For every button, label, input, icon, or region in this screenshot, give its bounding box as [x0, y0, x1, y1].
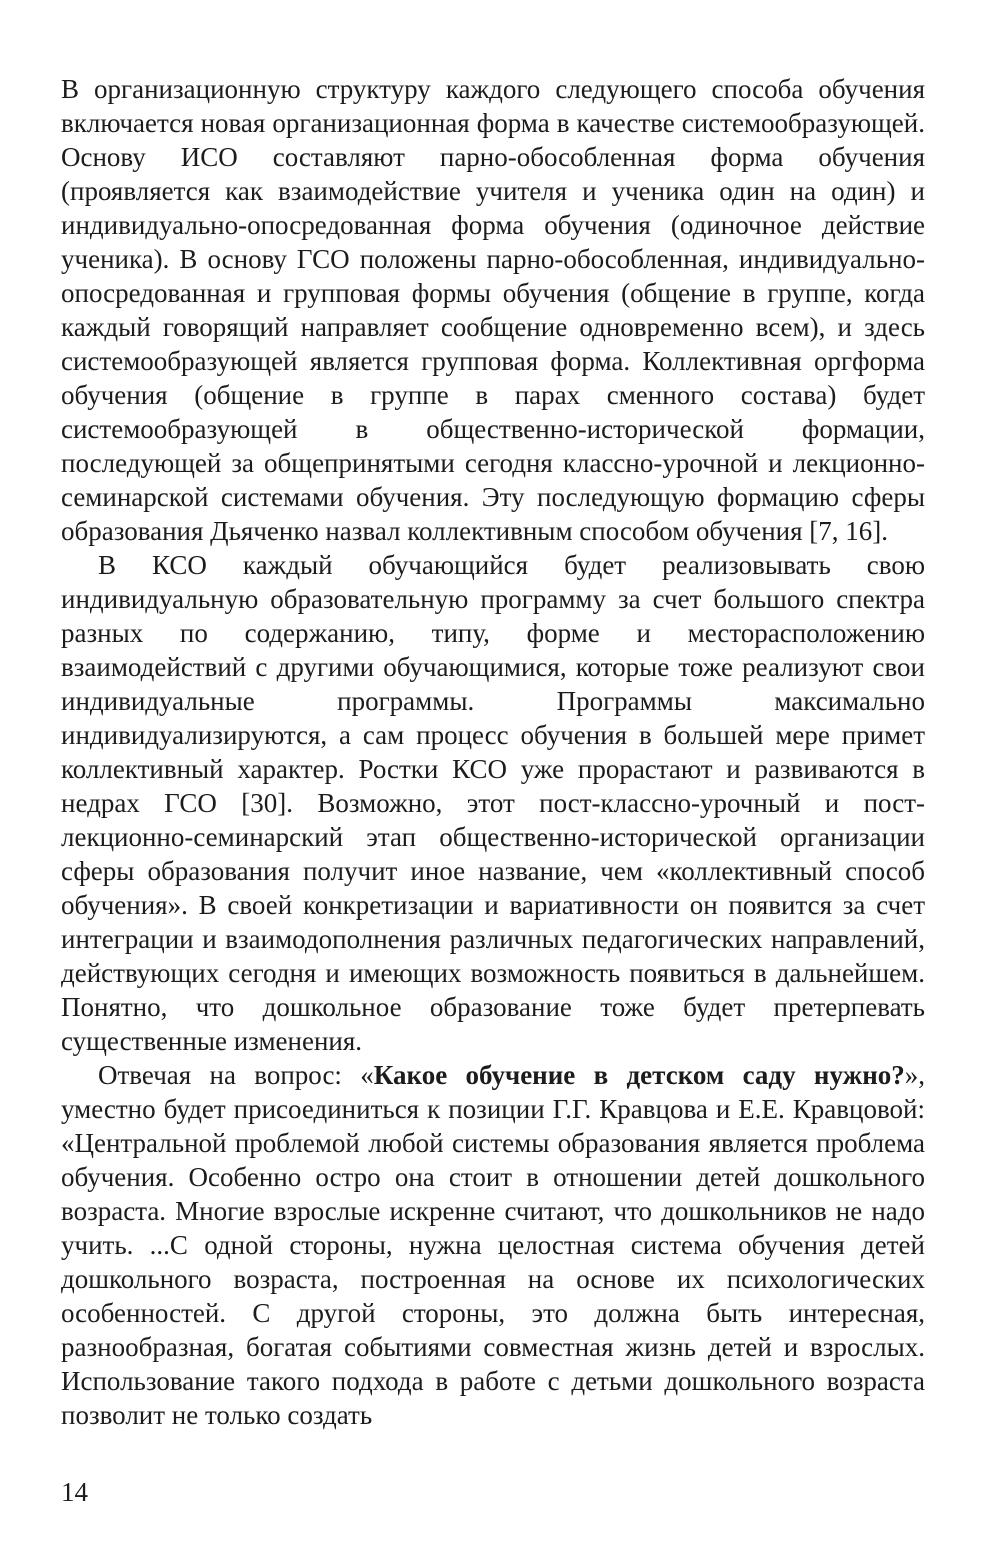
paragraph-1-text: В организационную структуру каждого следующего способа обучения включается новая организационная форма в качестве системообразующей. Основу ИСО составляют парно-обособленная форма обучения (проявляется как взаимодействие учителя и ученика один на один) и индивидуально-опосредованная форма обучения (одиночное действие ученика). В основу ГСО положены парно-обособленная, индивидуально-опосредованная и групповая формы обучения (общение в группе, когда каждый говорящий направляет сообщение одновременно всем), и здесь системообразующей является групповая форма. Коллективная оргформа обучения (общение в группе в парах сменного состава) будет системообразующей в общественно-исторической формации, последующей за общепринятыми сегодня классно-урочной и лекционно-семинарской системами обучения. Эту последующую формацию сферы образования Дьяченко назвал коллективным способом обучения [7, 16]. [61, 74, 925, 546]
paragraph-2 [61, 548, 925, 1058]
paragraph-1 [61, 72, 925, 548]
paragraph-3 [61, 1058, 925, 1432]
paragraph-2-text: В КСО каждый обучающийся будет реализовывать свою индивидуальную образовательную программу за счет большого спектра разных по содержанию, типу, форме и месторасположению взаимодействий с другими обучающимися, которые тоже реализуют свои индивидуальные программы. Программы максимально индивидуализируются, а сам процесс обучения в большей мере примет коллективный характер. Ростки КСО уже прорастают и развиваются в недрах ГСО [30]. Возможно, этот пост-классно-урочный и пост-лекционно-семинарский этап общественно-исторической организации сферы образования получит иное название, чем «коллективный способ обучения». В своей конкретизации и вариативности он появится за счет интеграции и взаимодополнения различных педагогических направлений, действующих сегодня и имеющих возможность появиться в дальнейшем. Понятно, что дошкольное образование тоже будет претерпевать существенные изменения. [61, 550, 925, 1056]
body-text [61, 72, 925, 1432]
page-number: 14 [61, 1477, 88, 1507]
paragraph-3-text: », уместно будет присоединиться к позиции Г.Г. Кравцова и Е.Е. Кравцовой: «Центральной проблемой любой системы образования является проблема обучения. Особенно остро она стоит в отношении детей дошкольного возраста. Многие взрослые искренне считают, что дошкольников не надо учить. ...С одной стороны, нужна целостная система обучения детей дошкольного возраста, построенная на основе их психологических особенностей. С другой стороны, это должна быть интересная, разнообразная, богатая событиями совместная жизнь детей и взрослых. Использование такого подхода в работе с детьми дошкольного возраста позволит не только создать [61, 1060, 925, 1430]
paragraph-3-question: Какое обучение в детском саду нужно? [373, 1060, 905, 1090]
paragraph-3-lead: Отвечая на вопрос: « [98, 1060, 374, 1090]
